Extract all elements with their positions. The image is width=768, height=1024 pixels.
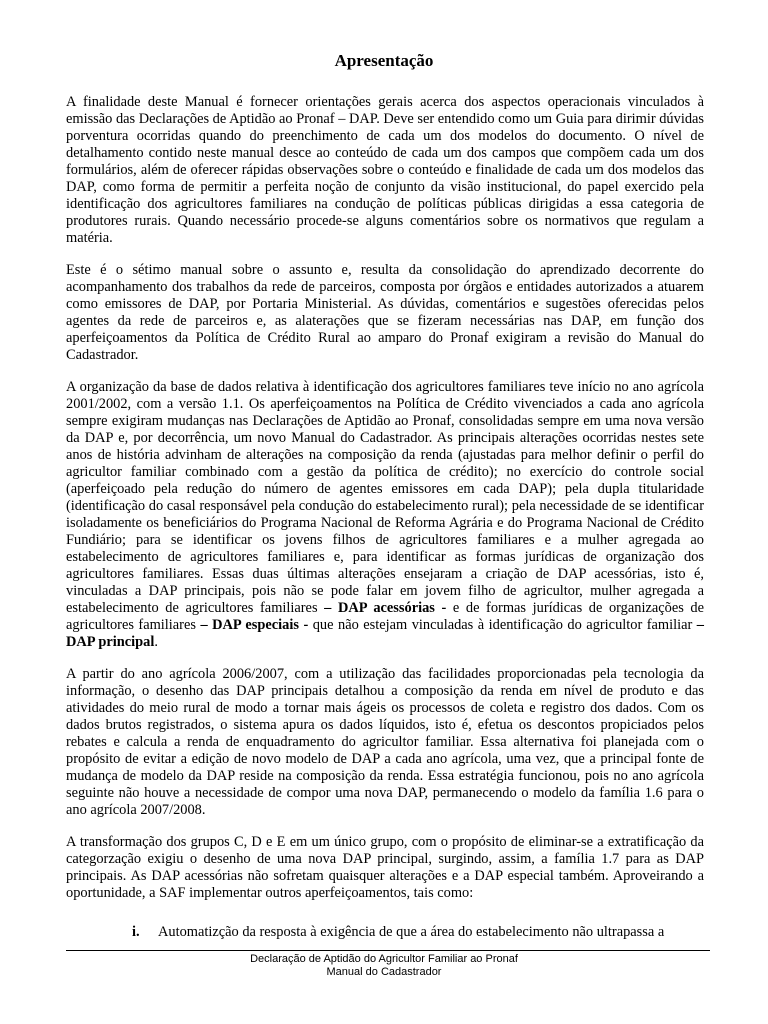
- paragraph-text: e de formas jurídicas de organizações de agricultores familiares: [66, 600, 704, 633]
- paragraph-text: que não estejam vinculadas à identificação do agricultor familiar: [308, 617, 697, 633]
- paragraph-text: .: [154, 634, 158, 650]
- footer-divider: [66, 950, 710, 951]
- list-item: [132, 924, 712, 941]
- page-footer: [0, 953, 768, 979]
- footer-line-title: Declaração de Aptidão do Agricultor Familiar ao Pronaf: [250, 953, 518, 965]
- list-item-text: Automatizção da resposta à exigência de que a área do estabelecimento não ultrapassa a: [158, 924, 665, 940]
- paragraph-organizacao-base: [66, 379, 704, 651]
- paragraph-setimo-manual: Este é o sétimo manual sobre o assunto e, resulta da consolidação do aprendizado decorrente do acompanhamento dos trabalhos da rede de parceiros, composta por órgãos e entidades autorizados a atuarem como emissores de DAP, por Portaria Ministerial. As dúvidas, comentários e sugestões oferecidas pelos agentes da rede de parceiros e, as alaterações que se fizeram necessárias nas DAP, em função dos aperfeiçoamentos da Política de Crédito Rural ao amparo do Pronaf exigiram a revisão do Manual do Cadastrador.: [66, 262, 704, 363]
- footer-line-subtitle: Manual do Cadastrador: [326, 966, 442, 978]
- paragraph-text: A organização da base de dados relativa à identificação dos agricultores familiares teve início no ano agrícola 2001/2002, com a versão 1.1. Os aperfeiçoamentos na Política de Crédito vivenciados a cada ano agrícola sempre exigiram mudanças nas Declarações de Aptidão ao Pronaf, consolidadas sempre em uma nova versão da DAP e, por decorrência, um novo Manual do Cadastrador. As principais alterações ocorridas nestes sete anos de história advinham de alterações na composição da renda (ajustadas para melhor definir o perfil do agricultor familiar combinado com a gestão da política de crédito); no exercício do controle social (aperfeiçoado pela redução do número de agentes emissores em cada DAP); pela dupla titularidade (identificação do casal responsável pela condução do estabelecimento rural); pela necessidade de se identificar isoladamente os beneficiários do Programa Nacional de Reforma Agrária e do Programa Nacional de Crédito Fundiário; para se identificar os jovens filhos de agricultores familiares e a mulher agregada ao estabelecimento de agricultores familiares e, para identificar as formas jurídicas de organização dos agricultores familiares. Essas duas últimas alterações ensejaram a criação de DAP acessórias, isto é, vinculadas a DAP principais, pois não se pode falar em jovem filho de agricultor, mulher agregada a estabelecimento de agricultores familiares: [66, 379, 704, 616]
- bold-dap-principal: – DAP principal: [66, 617, 704, 650]
- bold-dap-especiais: – DAP especiais -: [200, 617, 309, 633]
- page-title: Apresentação: [334, 51, 434, 70]
- paragraph-transformacao-grupos: A transformação dos grupos C, D e E em um único grupo, com o propósito de eliminar-se a extratificação da categorzação exigiu o desenho de uma nova DAP principal, surgindo, assim, a família 1.7 para as DAP principais. As DAP acessórias não sofretam quaisquer alterações e a DAP especial também. Aproveirando a oportunidade, a SAF implementar outros aperfeiçoamentos, tais como:: [66, 834, 704, 901]
- bold-dap-acessorias: – DAP acessórias -: [324, 600, 447, 616]
- document-body: [66, 94, 704, 917]
- paragraph-finalidade: A finalidade deste Manual é fornecer orientações gerais acerca dos aspectos operacionais vinculados à emissão das Declarações de Aptidão ao Pronaf – DAP. Deve ser entendido como um Guia para dirimir dúvidas porventura ocorridas quando do preenchimento de cada um dos modelos do documento. O nível de detalhamento contido neste manual desce ao conteúdo de cada um dos campos que compõem cada um dos formulários, além de oferecer rápidas observações sobre o conteúdo e finalidade de cada um dos modelos das DAP, como forma de permitir a perfeita noção de conjunto da visão institucional, do papel exercido pela identificação dos agricultores familiares na condução de políticas públicas dirigidas a essa categoria de produtores rurais. Quando necessário procede-se alguns comentários sobre os normativos que regulam a matéria.: [66, 94, 704, 246]
- list-marker: i.: [132, 924, 140, 940]
- paragraph-ano-agricola: A partir do ano agrícola 2006/2007, com a utilização das facilidades proporcionadas pela tecnologia da informação, o desenho das DAP principais detalhou a composição da renda em nível de produto e das atividades do meio rural de modo a tornar mais ágeis os processos de coleta e registro dos dados. Com os dados brutos registrados, o sistema apura os dados líquidos, isto é, efetua os descontos propiciados pelos rebates e calcula a renda de enquadramento do agricultor familiar. Essa alternativa foi planejada com o propósito de evitar a edição de novo modelo de DAP a cada ano agrícola, uma vez, que a principal fonte de mudança de modelo da DAP reside na composição da renda. Essa estratégia funcionou, pois no ano agrícola seguinte não houve a necessidade de compor uma nova DAP, permanecendo o modelo da família 1.6 para o ano agrícola 2007/2008.: [66, 666, 704, 818]
